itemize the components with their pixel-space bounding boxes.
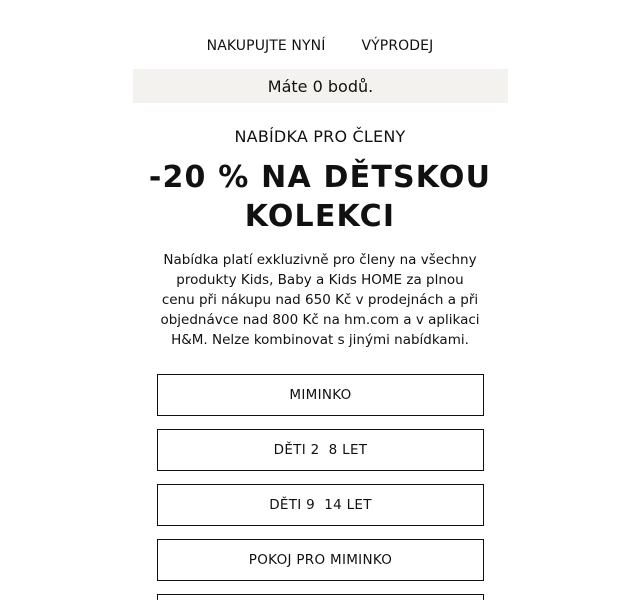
category-button-baby[interactable] [157,374,484,416]
nav-link-shop-now[interactable]: NAKUPUJTE NYNÍ [206,38,326,54]
category-button-label: POKOJ PRO MIMINKO [248,552,393,568]
top-nav [0,35,640,57]
points-bar [133,69,508,103]
category-button-partial[interactable] [157,594,484,600]
category-button-baby-room[interactable] [157,539,484,581]
offer-eyebrow: NABÍDKA PRO ČLENY [234,127,406,146]
points-text: Máte 0 bodů. [267,76,374,96]
offer-headline: -20 % NA DĚTSKOU KOLEKCI [148,160,492,234]
category-button-kids-9-14[interactable] [157,484,484,526]
offer-description: Nabídka platí exkluzivně pro členy na všechny produkty Kids, Baby a Kids HOME za plnou cenu při nákupu nad 650 Kč v prodejnách a při objednávce nad 800 Kč na hm.com a v aplikaci H&M. Nelze kombinovat s jinými nabídkami. [160,252,480,348]
category-button-label: DĚTI 9 14 LET [269,497,372,513]
category-button-kids-2-8[interactable] [157,429,484,471]
nav-link-sale[interactable]: VÝPRODEJ [361,38,434,54]
category-button-label: DĚTI 2 8 LET [273,442,368,458]
category-button-label: MIMINKO [289,387,352,403]
